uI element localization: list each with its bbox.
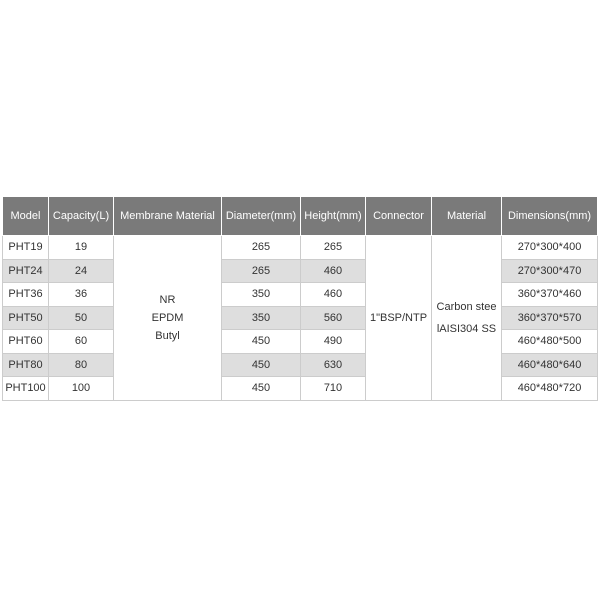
cell-capacity: 24 <box>49 259 114 283</box>
cell-dimensions: 460*480*500 <box>502 330 598 354</box>
cell-dimensions: 460*480*640 <box>502 353 598 377</box>
cell-capacity: 19 <box>49 236 114 260</box>
cell-model: PHT60 <box>3 330 49 354</box>
membrane-nr: NR <box>159 293 176 306</box>
cell-model: PHT36 <box>3 283 49 307</box>
cell-height: 560 <box>301 306 366 330</box>
cell-dimensions: 270*300*470 <box>502 259 598 283</box>
cell-model: PHT50 <box>3 306 49 330</box>
cell-dimensions: 360*370*460 <box>502 283 598 307</box>
cell-diameter: 265 <box>222 259 301 283</box>
table-row <box>3 259 598 283</box>
membrane-butyl: Butyl <box>155 329 180 342</box>
cell-diameter: 350 <box>222 283 301 307</box>
cell-diameter: 450 <box>222 330 301 354</box>
table-row <box>3 306 598 330</box>
spec-table <box>2 196 598 401</box>
cell-model: PHT24 <box>3 259 49 283</box>
cell-capacity: 60 <box>49 330 114 354</box>
cell-capacity: 50 <box>49 306 114 330</box>
header-connector: Connector <box>366 197 432 236</box>
cell-diameter: 450 <box>222 377 301 401</box>
header-dimensions: Dimensions(mm) <box>502 197 598 236</box>
cell-diameter: 350 <box>222 306 301 330</box>
cell-height: 490 <box>301 330 366 354</box>
cell-height: 460 <box>301 283 366 307</box>
header-membrane-material: Membrane Material <box>114 197 222 236</box>
cell-height: 710 <box>301 377 366 401</box>
cell-membrane-material <box>114 236 222 401</box>
table-row <box>3 330 598 354</box>
cell-dimensions: 460*480*720 <box>502 377 598 401</box>
header-model: Model <box>3 197 49 236</box>
cell-capacity: 100 <box>49 377 114 401</box>
material-carbon-steel: Carbon stee <box>436 300 497 313</box>
cell-height: 265 <box>301 236 366 260</box>
cell-model: PHT100 <box>3 377 49 401</box>
cell-material <box>432 236 502 401</box>
table-row <box>3 353 598 377</box>
table-row <box>3 377 598 401</box>
header-diameter: Diameter(mm) <box>222 197 301 236</box>
header-material: Material <box>432 197 502 236</box>
header-row <box>3 197 598 236</box>
cell-diameter: 265 <box>222 236 301 260</box>
material-aisi304: lAISI304 SS <box>436 322 497 335</box>
table-row <box>3 236 598 260</box>
cell-capacity: 80 <box>49 353 114 377</box>
cell-model: PHT19 <box>3 236 49 260</box>
table-row <box>3 283 598 307</box>
membrane-epdm: EPDM <box>151 311 184 324</box>
cell-dimensions: 270*300*400 <box>502 236 598 260</box>
cell-diameter: 450 <box>222 353 301 377</box>
cell-height: 630 <box>301 353 366 377</box>
cell-height: 460 <box>301 259 366 283</box>
cell-connector: 1"BSP/NTP <box>366 236 432 401</box>
cell-model: PHT80 <box>3 353 49 377</box>
header-height: Height(mm) <box>301 197 366 236</box>
cell-dimensions: 360*370*570 <box>502 306 598 330</box>
cell-capacity: 36 <box>49 283 114 307</box>
header-capacity: Capacity(L) <box>49 197 114 236</box>
